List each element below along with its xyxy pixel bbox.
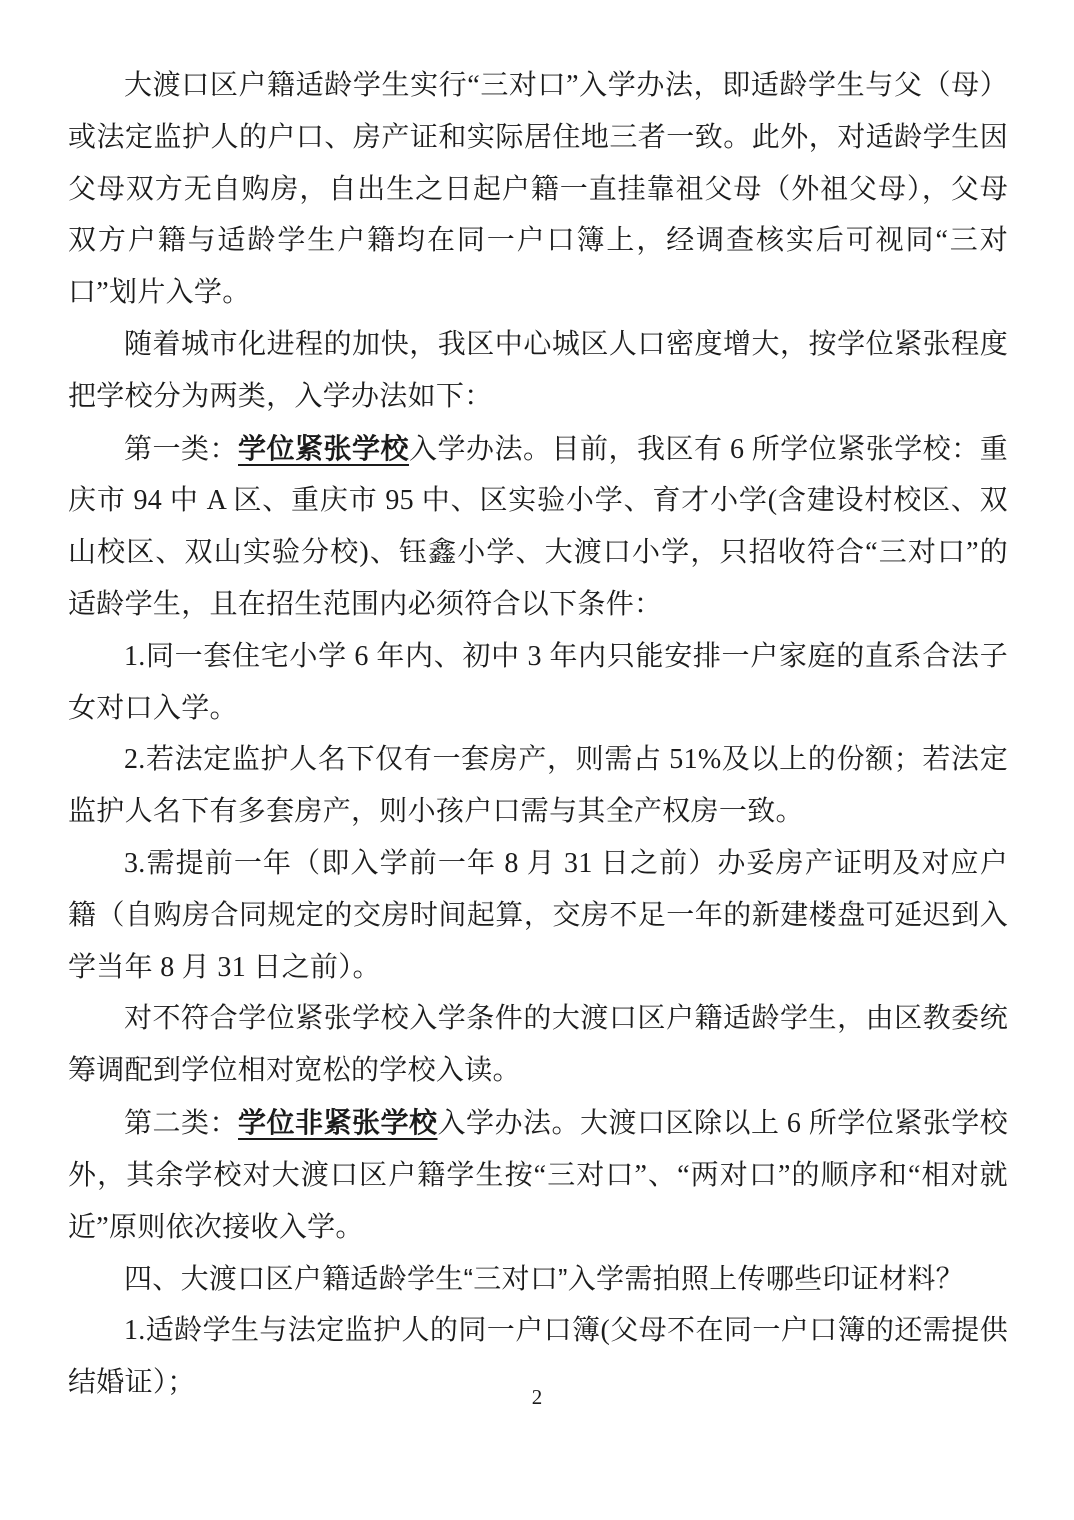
para-category-one xyxy=(68,423,1008,631)
para-urbanization xyxy=(68,319,1008,423)
para-condition-1 xyxy=(68,631,1008,735)
para-condition-3 xyxy=(68,838,1008,993)
text-run: 第一类： xyxy=(124,433,238,465)
para-not-qualified xyxy=(68,993,1008,1097)
text-run: 第二类： xyxy=(124,1107,238,1139)
section-heading-four xyxy=(68,1253,1008,1305)
text-run: 对不符合学位紧张学校入学条件的大渡口区户籍适龄学生，由区教委统筹调配到学位相对宽松的学校入读。 xyxy=(68,1003,1008,1087)
text-run: 2.若法定监护人名下仅有一套房产，则需占 51%及以上的份额；若法定监护人名下有多套房产，则小孩户口需与其全产权房一致。 xyxy=(68,744,1008,828)
para-condition-2 xyxy=(68,734,1008,838)
text-run: 入学办法。大渡口区除以上 6 所学位紧张学校外，其余学校对大渡口区户籍学生按“三对口”、“两对口”的顺序和“相对就近”原则依次接收入学。 xyxy=(68,1107,1009,1243)
document-body xyxy=(68,60,1008,1409)
para-sanduikou-policy xyxy=(68,60,1008,319)
text-run: 随着城市化进程的加快，我区中心城区人口密度增大，按学位紧张程度把学校分为两类，入学办法如下： xyxy=(68,328,1008,412)
page-number: 2 xyxy=(531,1385,543,1409)
text-run: 1.同一套住宅小学 6 年内、初中 3 年内只能安排一户家庭的直系合法子女对口入学。 xyxy=(68,640,1008,724)
emphasized-term: 学位紧张学校 xyxy=(238,432,409,464)
text-run: 四、大渡口区户籍适龄学生“三对口”入学需拍照上传哪些印证材料？ xyxy=(124,1263,964,1295)
text-run: 3.需提前一年（即入学前一年 8 月 31 日之前）办妥房产证明及对应户籍（自购房合同规定的交房时间起算，交房不足一年的新建楼盘可延迟到入学当年 8 月 31 日之前）。 xyxy=(68,847,1008,983)
emphasized-term: 学位非紧张学校 xyxy=(238,1106,438,1138)
para-category-two xyxy=(68,1097,1008,1253)
text-run: 1.适龄学生与法定监护人的同一户口簿(父母不在同一户口簿的还需提供结婚证）； xyxy=(68,1315,1008,1398)
text-run: 大渡口区户籍适龄学生实行“三对口”入学办法，即适龄学生与父（母）或法定监护人的户口、房产证和实际居住地三者一致。此外，对适龄学生因父母双方无自购房，自出生之日起户籍一直挂靠祖父母（外祖父母），父母双方户籍与适龄学生户籍均在同一户口簿上，经调查核实后可视同“三对口”划片入学。 xyxy=(68,70,1008,309)
text-run: 入学办法。目前，我区有 6 所学位紧张学校：重庆市 94 中 A 区、重庆市 95 中、区实验小学、育才小学(含建设村校区、双山校区、双山实验分校)、钰鑫小学、大渡口小学，只招收符合“三对口”的适龄学生，且在招生范围内必须符合以下条件： xyxy=(68,433,1009,620)
